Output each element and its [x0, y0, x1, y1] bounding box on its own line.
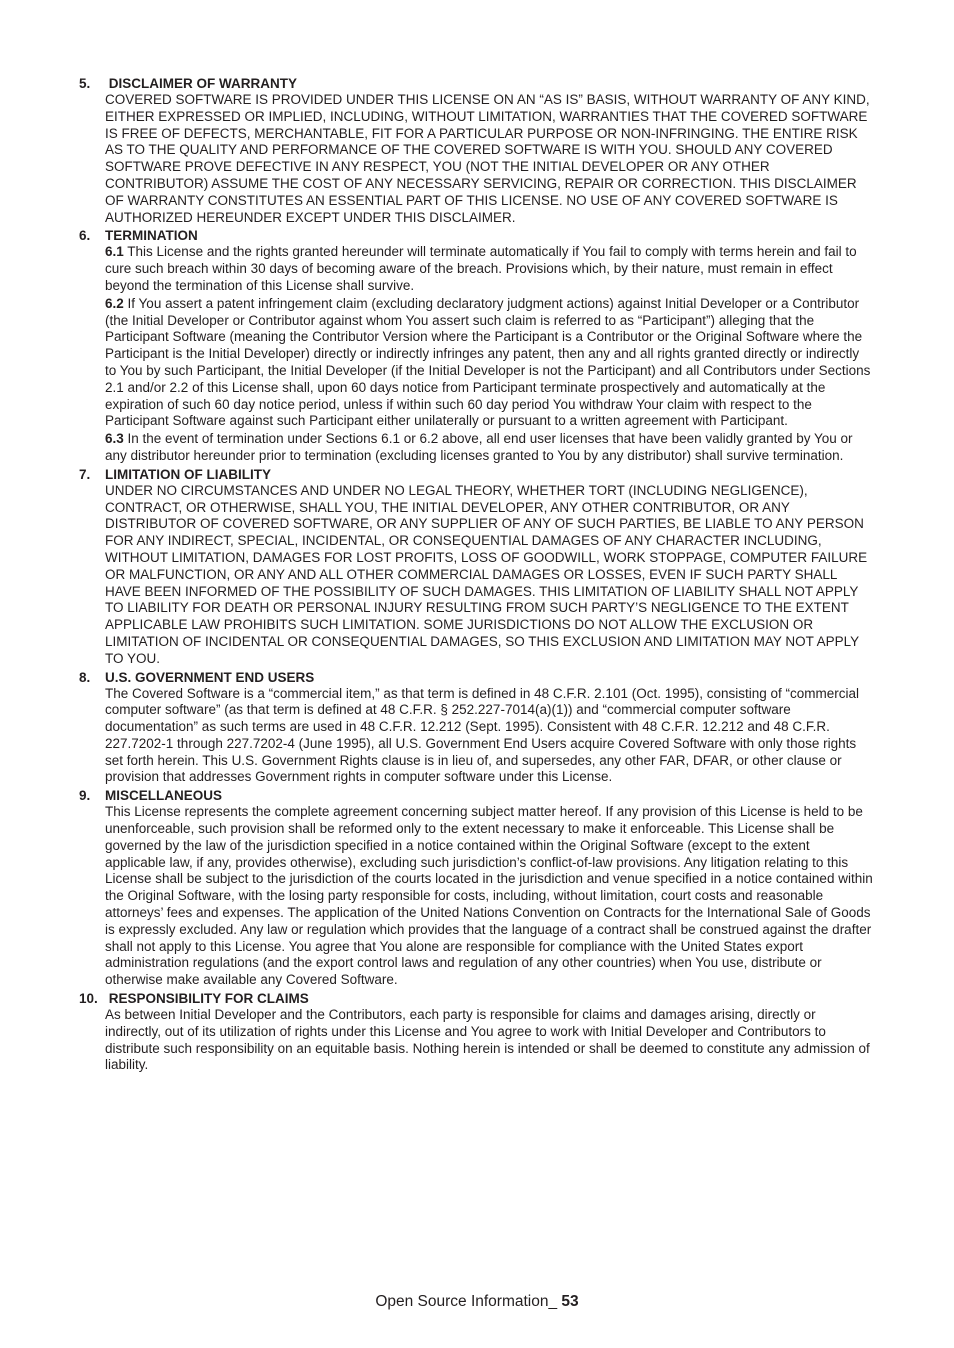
- section-body: COVERED SOFTWARE IS PROVIDED UNDER THIS LICENSE ON AN “AS IS” BASIS, WITHOUT WARRANTY OF ANY KIND, EITHER EXPRESSED OR IMPLIED, INCLUDING, WITHOUT LIMITATION, WARRANTIES THAT THE COVERED SOFTWARE IS FREE OF DEFECTS, MERCHANTABLE, FIT FOR A PARTICULAR PURPOSE OR NON-INFRINGING. THE ENTIRE RISK AS TO THE QUALITY AND PERFORMANCE OF THE COVERED SOFTWARE IS WITH YOU. SHOULD ANY COVERED SOFTWARE PROVE DEFECTIVE IN ANY RESPECT, YOU (NOT THE INITIAL DEVELOPER OR ANY OTHER CONTRIBUTOR) ASSUME THE COST OF ANY NECESSARY SERVICING, REPAIR OR CORRECTION. THIS DISCLAIMER OF WARRANTY CONSTITUTES AN ESSENTIAL PART OF THIS LICENSE. NO USE OF ANY COVERED SOFTWARE IS AUTHORIZED HEREUNDER EXCEPT UNDER THIS DISCLAIMER.: [105, 92, 870, 225]
- section-heading: [79, 787, 874, 804]
- section-title: DISCLAIMER OF WARRANTY: [105, 76, 297, 91]
- section-title: RESPONSIBILITY FOR CLAIMS: [105, 991, 309, 1007]
- subsection-paragraph: [105, 296, 874, 430]
- subsection-text: This License and the rights granted hereunder will terminate automatically if You fail to comply with terms herein and fail to cure such breach within 30 days of becoming aware of the breach. Provisions which, by their nature, must remain in effect beyond the termination of this License shall survive.: [105, 244, 857, 293]
- section-title: TERMINATION: [105, 228, 198, 244]
- subsection-number: 6.1: [105, 244, 124, 260]
- subsection-text: In the event of termination under Sections 6.1 or 6.2 above, all end user licenses that have been validly granted by You or any distributor hereunder prior to termination (excluding licenses granted to You by any distributor) shall survive termination.: [105, 431, 853, 463]
- section-body: The Covered Software is a “commercial item,” as that term is defined in 48 C.F.R. 2.101 (Oct. 1995), consisting of “commercial computer software” (as that term is defined at 48 C.F.R. § 252.227-7014(a)(1)) and “commercial computer software documentation” as such terms are used in 48 C.F.R. 12.212 (Sept. 1995). Consistent with 48 C.F.R. 12.212 and 48 C.F.R. 227.7202-1 through 227.7202-4 (June 1995), all U.S. Government End Users acquire Covered Software with only those rights set forth herein. This U.S. Government Rights clause is in lieu of, and supersedes, any other FAR, DFAR, or other clause or provision that addresses Government rights in computer software under this License.: [105, 685, 860, 785]
- section-number: 6.: [79, 228, 91, 244]
- section-heading: [79, 669, 874, 686]
- section-responsibility-for-claims: [79, 990, 874, 1074]
- section-heading: [79, 990, 874, 1007]
- section-disclaimer-of-warranty: [79, 75, 874, 226]
- footer-label: Open Source Information_: [375, 1293, 562, 1310]
- subsection-number: 6.3: [105, 431, 124, 447]
- section-body: This License represents the complete agreement concerning subject matter hereof. If any provision of this License is held to be unenforceable, such provision shall be reformed only to the extent necessary to make it enforceable. This License shall be governed by the law of the jurisdiction specified in a notice contained within the Original Software (except to the extent applicable law, if any, provides otherwise), excluding such jurisdiction’s conflict-of-law provisions. Any litigation relating to this License shall be subject to the jurisdiction of the courts located in the jurisdiction and venue specified in a notice contained within the Original Software, with the losing party responsible for costs, including, without limitation, court costs and reasonable attorneys’ fees and expenses. The application of the United Nations Convention on Contracts for the International Sale of Goods is expressly excluded. Any law or regulation which provides that the language of a contract shall be construed against the drafter shall not apply to this License. You agree that You alone are responsible for compliance with the United States export administration regulations (and the export control laws and regulation of any other countries) when You use, distribute or otherwise make available any Covered Software.: [105, 804, 873, 988]
- section-number: 10.: [79, 991, 98, 1007]
- section-heading: [79, 466, 874, 483]
- section-body: As between Initial Developer and the Contributors, each party is responsible for claims and damages arising, directly or indirectly, out of its utilization of rights under this License and You agree to work with Initial Developer and Contributors to distribute such responsibility on an equitable basis. Nothing herein is intended or shall be deemed to constitute any admission of liability.: [105, 1007, 870, 1073]
- section-number: 8.: [79, 669, 91, 685]
- section-heading: [79, 227, 874, 244]
- subsection-paragraph: [105, 244, 874, 294]
- section-number: 5.: [79, 76, 91, 91]
- section-title: LIMITATION OF LIABILITY: [105, 466, 271, 482]
- section-heading: [79, 75, 874, 92]
- page-footer: [0, 1292, 954, 1312]
- section-title: MISCELLANEOUS: [105, 788, 223, 804]
- section-body: UNDER NO CIRCUMSTANCES AND UNDER NO LEGAL THEORY, WHETHER TORT (INCLUDING NEGLIGENCE), CONTRACT, OR OTHERWISE, SHALL YOU, THE INITIAL DEVELOPER, ANY OTHER CONTRIBUTOR, OR ANY DISTRIBUTOR OF COVERED SOFTWARE, OR ANY SUPPLIER OF ANY OF SUCH PARTIES, BE LIABLE TO ANY PERSON FOR ANY INDIRECT, SPECIAL, INCIDENTAL, OR CONSEQUENTIAL DAMAGES OF ANY CHARACTER INCLUDING, WITHOUT LIMITATION, DAMAGES FOR LOST PROFITS, LOSS OF GOODWILL, WORK STOPPAGE, COMPUTER FAILURE OR MALFUNCTION, OR ANY AND ALL OTHER COMMERCIAL DAMAGES OR LOSSES, EVEN IF SUCH PARTY SHALL HAVE BEEN INFORMED OF THE POSSIBILITY OF SUCH DAMAGES. THIS LIMITATION OF LIABILITY SHALL NOT APPLY TO LIABILITY FOR DEATH OR PERSONAL INJURY RESULTING FROM SUCH PARTY’S NEGLIGENCE TO THE EXTENT APPLICABLE LAW PROHIBITS SUCH LIMITATION. SOME JURISDICTIONS DO NOT ALLOW THE EXCLUSION OR LIMITATION OF INCIDENTAL OR CONSEQUENTIAL DAMAGES, SO THIS EXCLUSION AND LIMITATION MAY NOT APPLY TO YOU.: [105, 482, 868, 666]
- section-body: [105, 244, 874, 464]
- section-number: 9.: [79, 788, 91, 804]
- section-termination: [79, 227, 874, 464]
- section-limitation-of-liability: [79, 466, 874, 668]
- section-miscellaneous: [79, 787, 874, 989]
- page-number: 53: [561, 1293, 579, 1310]
- document-content: [79, 75, 874, 1075]
- subsection-number: 6.2: [105, 295, 124, 311]
- section-title: U.S. GOVERNMENT END USERS: [105, 669, 315, 685]
- subsection-paragraph: [105, 431, 874, 465]
- section-number: 7.: [79, 466, 91, 482]
- subsection-text: If You assert a patent infringement claim (excluding declaratory judgment actions) against Initial Developer or a Contributor (the Initial Developer or Contributor against whom You assert such claim is referred to as “Participant”) alleging that the Participant Software (meaning the Contributor Version where the Participant is a Contributor or the Original Software where the Participant is the Initial Developer) directly or indirectly infringes any patent, then any and all rights granted directly or indirectly to You by such Participant, the Initial Developer (if the Initial Developer is not the Participant) and all Contributors under Sections 2.1 and/or 2.2 of this License shall, upon 60 days notice from Participant terminate prospectively and automatically at the expiration of such 60 day notice period, unless if within such 60 day period You withdraw Your claim with respect to the Participant Software against such Participant either unilaterally or pursuant to a written agreement with Participant.: [105, 295, 871, 429]
- section-us-government-end-users: [79, 669, 874, 787]
